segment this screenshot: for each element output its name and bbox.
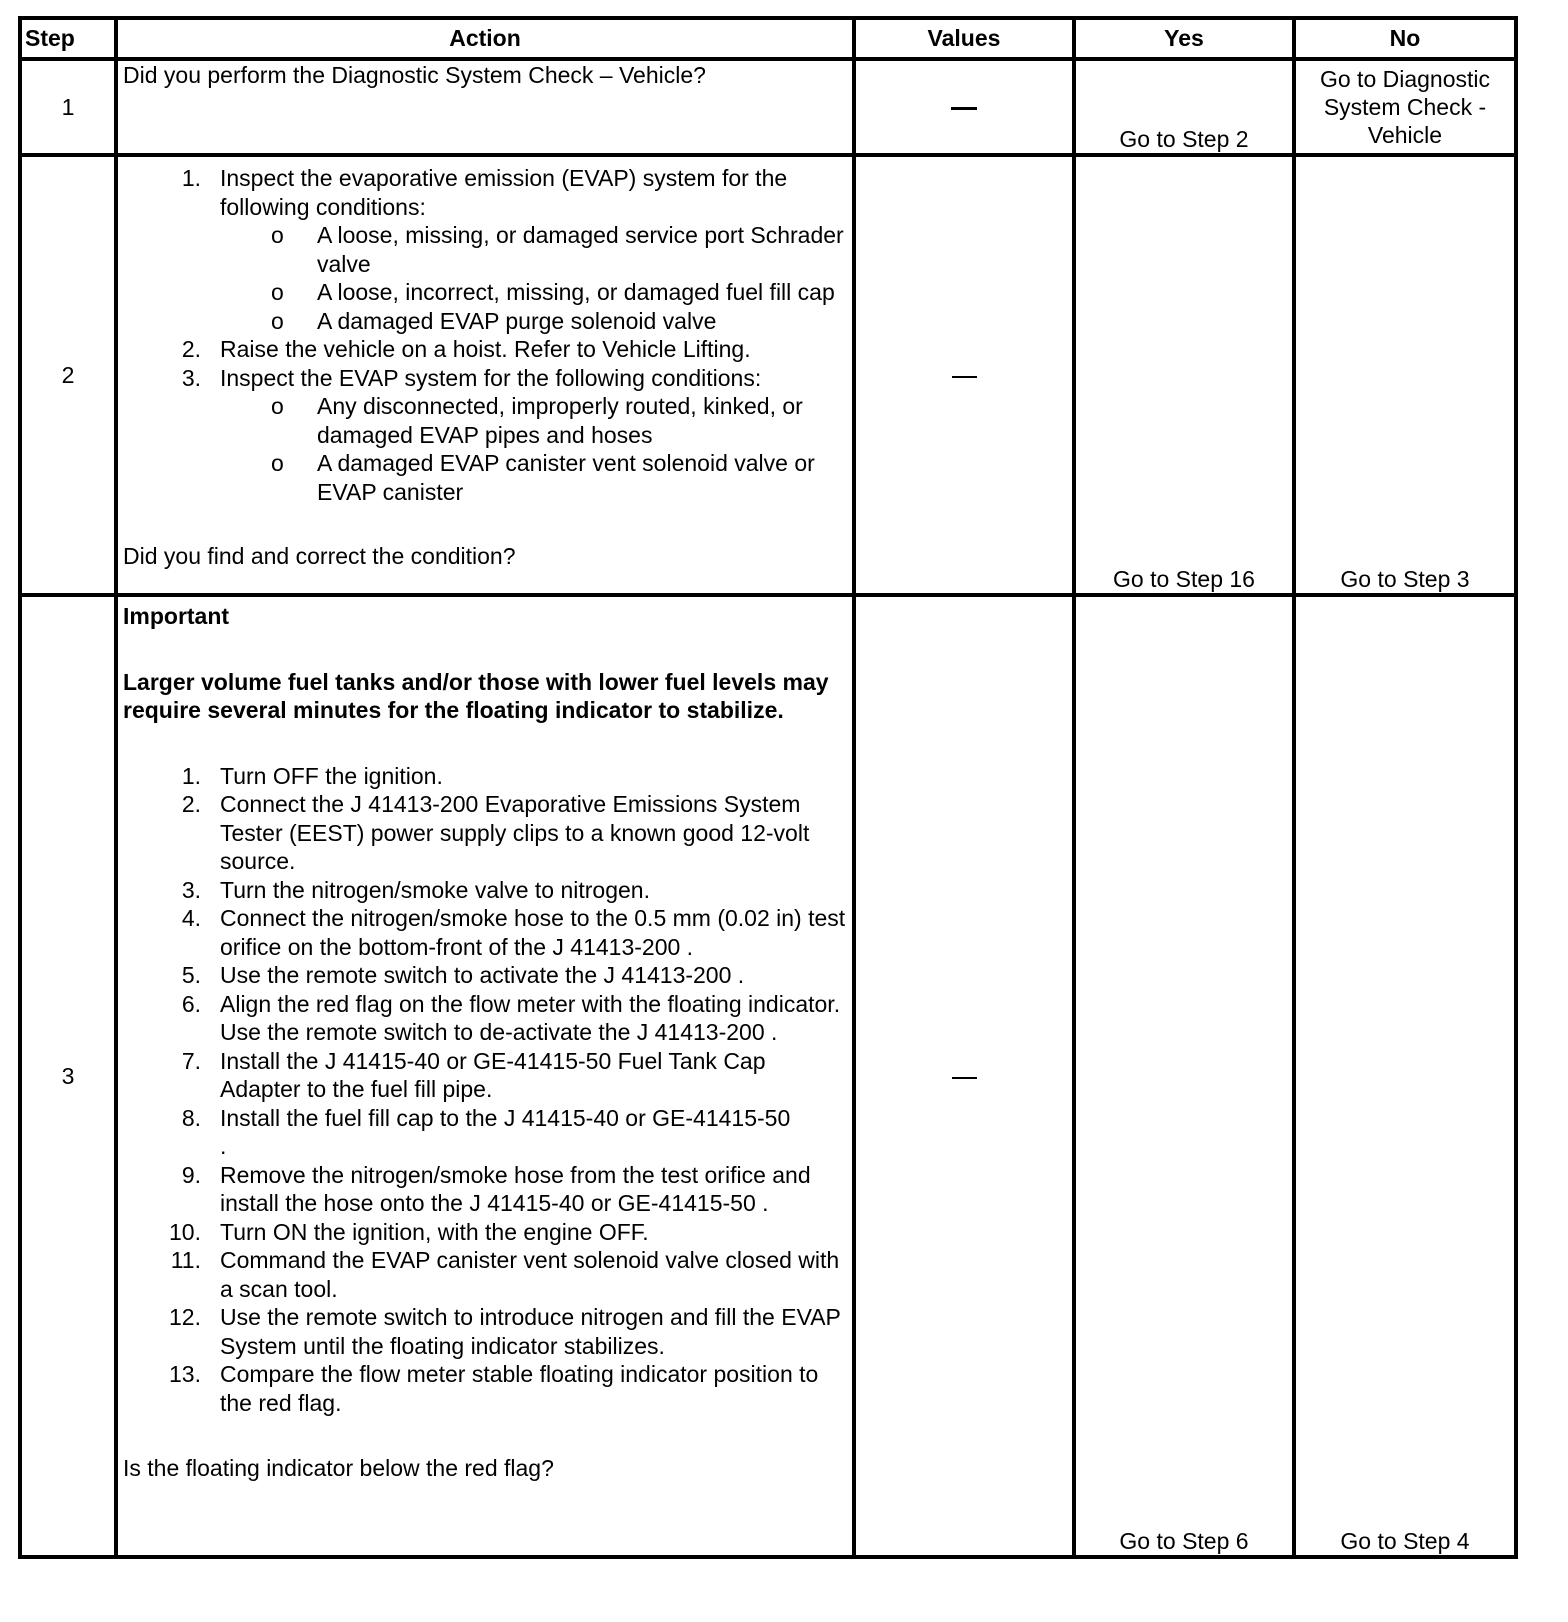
no-cell: Go to Step 4 <box>1294 595 1516 1557</box>
sub-item: o A damaged EVAP canister vent solenoid valve or EVAP canister <box>271 450 815 505</box>
list-item: 10. Turn ON the ignition, with the engine OFF. <box>169 1218 649 1245</box>
table-row <box>20 59 1516 155</box>
yes-cell: Go to Step 16 <box>1074 155 1294 595</box>
header-yes: Yes <box>1074 18 1294 59</box>
action-list <box>123 762 847 1418</box>
action-cell <box>116 59 854 155</box>
header-action: Action <box>116 18 854 59</box>
table-row <box>20 155 1516 595</box>
list-item: 9. Remove the nitrogen/smoke hose from the test orifice and install the hose onto the J 41415-40 or GE-41415-50 . <box>181 1161 811 1216</box>
table-row <box>20 595 1516 1557</box>
list-item: 13. Compare the flow meter stable floating indicator position to the red flag. <box>169 1361 819 1416</box>
dash-mark <box>952 376 977 378</box>
list-item: 1. Turn OFF the ignition. <box>181 762 443 789</box>
header-row <box>20 18 1516 59</box>
header-values: Values <box>854 18 1074 59</box>
diagnostic-table <box>18 16 1518 1559</box>
sub-item: o Any disconnected, improperly routed, kinked, or damaged EVAP pipes and hoses <box>271 393 803 448</box>
list-item: 6. Align the red flag on the flow meter with the floating indicator. Use the remote switch to de-activate the J 41413-200 . <box>181 990 841 1045</box>
important-text: Larger volume fuel tanks and/or those with lower fuel levels may require several minutes for the floating indicator to stabilize. <box>123 668 829 723</box>
list-item: 5. Use the remote switch to activate the J 41413-200 . <box>181 962 745 988</box>
action-cell <box>116 155 854 595</box>
list-item: 3. Inspect the EVAP system for the following conditions: o Any disconnected, improperly routed, kinked, or damaged EVAP pipes and hoses o A damaged EVAP canister vent solenoid valve or EVAP canister <box>123 364 847 507</box>
action-cell <box>116 595 854 1557</box>
dash-mark <box>952 1077 977 1079</box>
sub-list <box>123 392 847 506</box>
no-cell: Go to Step 3 <box>1294 155 1516 595</box>
step-number: 3 <box>20 595 116 1557</box>
yes-cell: Go to Step 2 <box>1074 59 1294 155</box>
question-text: Did you perform the Diagnostic System Check – Vehicle? <box>123 62 706 88</box>
list-item: 2. Connect the J 41413-200 Evaporative Emissions System Tester (EEST) power supply clips to a known good 12-volt source. <box>181 791 810 874</box>
action-list <box>123 164 847 506</box>
sub-item: o A damaged EVAP purge solenoid valve <box>271 307 717 334</box>
list-item: 4. Connect the nitrogen/smoke hose to the 0.5 mm (0.02 in) test orifice on the bottom-front of the J 41413-200 . <box>181 905 846 960</box>
list-item: 7. Install the J 41415-40 or GE-41415-50 Fuel Tank Cap Adapter to the fuel fill pipe. <box>181 1047 766 1102</box>
yes-cell: Go to Step 6 <box>1074 595 1294 1557</box>
question-text: Is the floating indicator below the red flag? <box>123 1455 554 1481</box>
sub-item: o A loose, incorrect, missing, or damaged fuel fill cap <box>271 279 835 305</box>
list-item: 8. Install the fuel fill cap to the J 41415-40 or GE-41415-50 . <box>181 1104 791 1159</box>
sub-list <box>123 221 847 335</box>
values-cell <box>854 59 1074 155</box>
header-step: Step <box>20 18 116 59</box>
question-text: Did you find and correct the condition? <box>123 543 516 569</box>
header-no: No <box>1294 18 1516 59</box>
step-number: 2 <box>20 155 116 595</box>
no-cell: Go to Diagnostic System Check - Vehicle <box>1294 59 1516 155</box>
values-cell <box>854 595 1074 1557</box>
list-item: 2. Raise the vehicle on a hoist. Refer to Vehicle Lifting. <box>181 336 751 362</box>
step-number: 1 <box>20 59 116 155</box>
sub-item: o A loose, missing, or damaged service port Schrader valve <box>271 222 844 277</box>
list-item: 12. Use the remote switch to introduce nitrogen and fill the EVAP System until the floating indicator stabilizes. <box>169 1304 841 1359</box>
list-item: 3. Turn the nitrogen/smoke valve to nitrogen. <box>181 876 650 903</box>
list-item: 11. Command the EVAP canister vent solenoid valve closed with a scan tool. <box>170 1247 840 1302</box>
dash-mark <box>951 107 977 110</box>
values-cell <box>854 155 1074 595</box>
important-title: Important <box>123 603 230 629</box>
list-item: 1. Inspect the evaporative emission (EVAP) system for the following conditions: o A loose, missing, or damaged service port Schrader valve o A loose, incorrect, missing, or damaged fuel fill cap o A damaged EVAP purge solenoid valve <box>123 164 847 335</box>
